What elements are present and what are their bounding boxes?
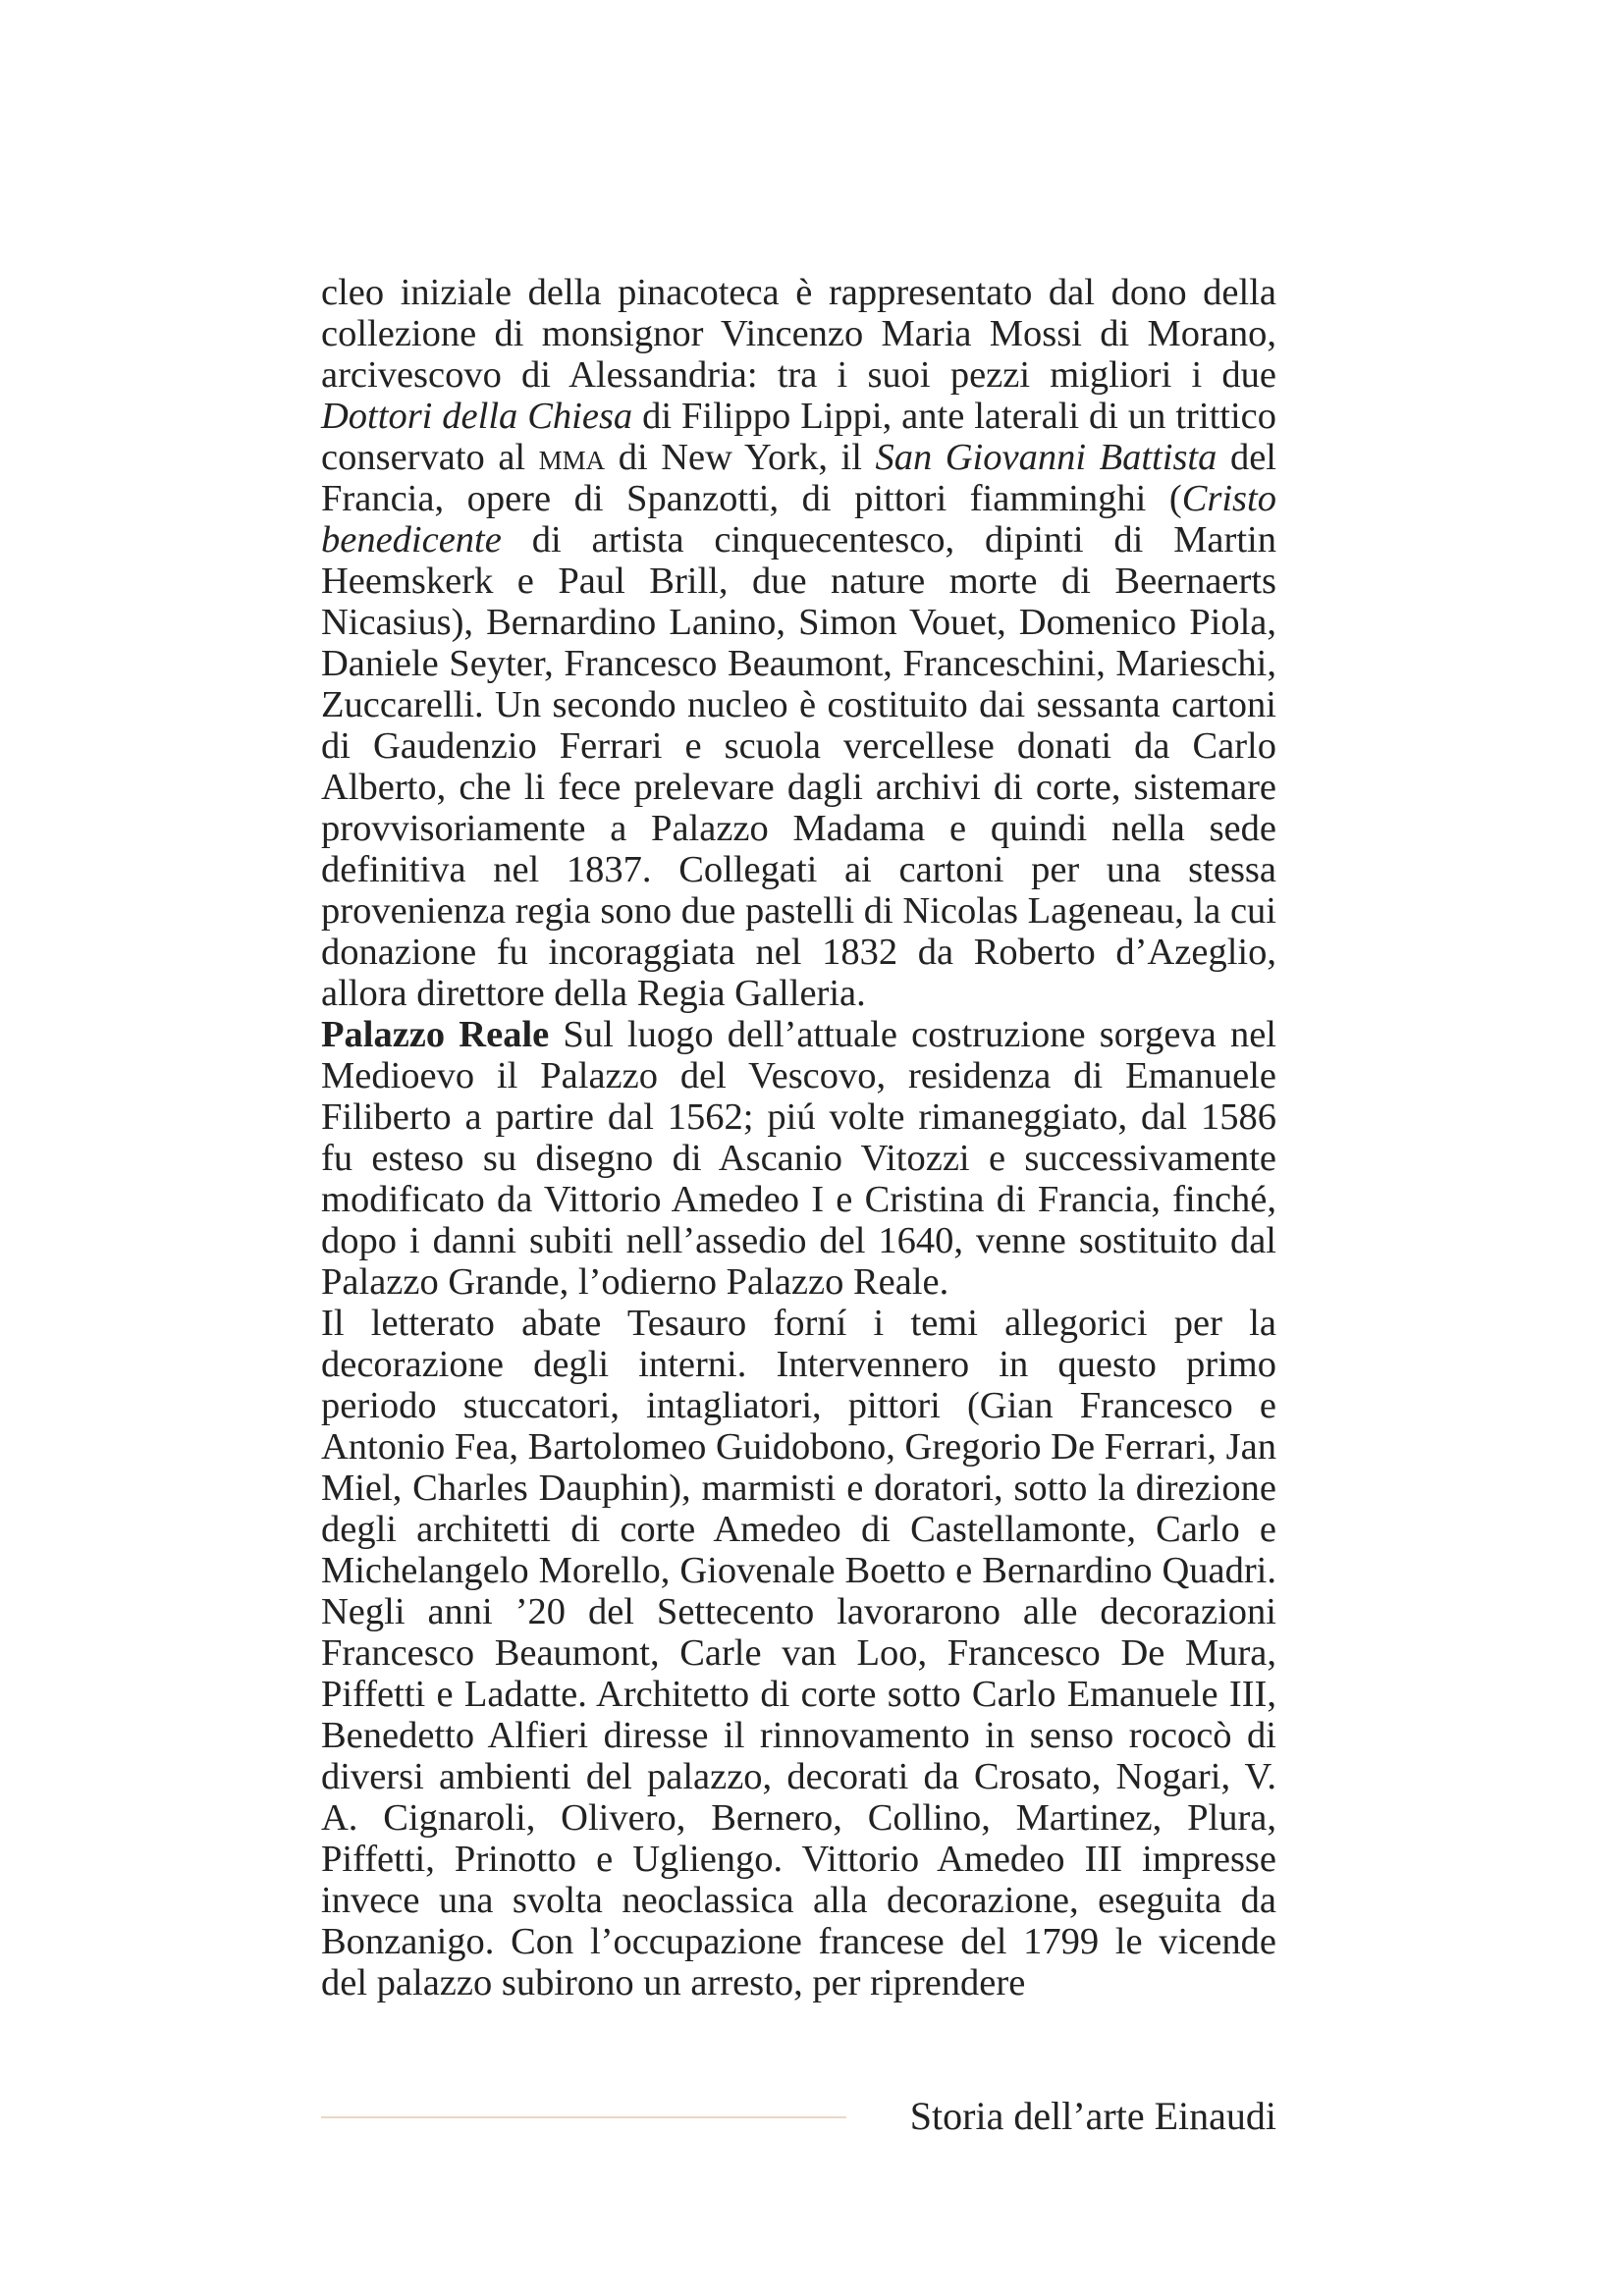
text-run: Il letterato abate Tesauro forní i temi allegorici per la decorazione degli interni. Intervennero in questo primo periodo stuccatori, intagliatori, pittori (Gian Francesco e Antonio Fea, Bartolomeo Guidobono, Gregorio De Ferrari, Jan Miel, Charles Dauphin), marmisti e doratori, sotto la direzione degli architetti di corte Amedeo di Castellamonte, Carlo e Michelangelo Morello, Giovenale Boetto e Bernardino Quadri. Negli anni ’20 del Settecento lavorarono alle decorazioni Francesco Beaumont, Carle van Loo, Francesco De Mura, Piffetti e Ladatte. Architetto di corte sotto Carlo Emanuele III, Benedetto Alfieri diresse il rinnovamento in senso rococò di diversi ambienti del palazzo, decorati da Crosato, Nogari, V. A. Cignaroli, Olivero, Bernero, Collino, Martinez, Plura, Piffetti, Prinotto e Ugliengo. Vittorio Amedeo III impresse invece una svolta neoclassica alla decorazione, eseguita da Bonzanigo. Con l’occupazione francese del 1799 le vicende del palazzo subirono un arresto, per riprendere	[321, 1303, 1276, 2003]
text-run: Sul luogo dell’attuale costruzione sorgeva nel Medioevo il Palazzo del Vescovo, residenza di Emanuele Filiberto a partire dal 1562; piú volte rimaneggiato, dal 1586 fu esteso su disegno di Ascanio Vitozzi e successivamente modificato da Vittorio Amedeo I e Cristina di Francia, finché, dopo i danni subiti nell’assedio del 1640, venne sostituito dal Palazzo Grande, l’odierno Palazzo Reale.	[321, 1014, 1276, 1303]
text-run: di Filippo Lippi, ante laterali di un trittico conservato al	[321, 396, 1276, 478]
text-run: del Francia, opere di Spanzotti, di pittori fiamminghi (	[321, 437, 1276, 519]
footer-title: Storia dell’arte Einaudi	[909, 2094, 1276, 2138]
paragraph-decorations	[321, 1303, 1276, 2003]
section-heading: Palazzo Reale	[321, 1014, 550, 1055]
museum-abbreviation: mma	[538, 437, 606, 478]
page-footer	[321, 2093, 1276, 2140]
footer-divider	[321, 2116, 846, 2118]
paragraph-palazzo-reale	[321, 1014, 1276, 1303]
paragraph-pinacoteca	[321, 272, 1276, 1014]
text-run: di New York, il	[605, 437, 876, 478]
artwork-title: San Giovanni Battista	[875, 437, 1217, 478]
artwork-title: Cristo benedicente	[321, 478, 1276, 561]
body-text	[321, 272, 1276, 2003]
text-run: cleo iniziale della pinacoteca è rappresentato dal dono della collezione di monsignor Vincenzo Maria Mossi di Morano, arcivescovo di Alessandria: tra i suoi pezzi migliori i due	[321, 272, 1276, 396]
text-run: di artista cinquecentesco, dipinti di Martin Heemskerk e Paul Brill, due nature morte di Beernaerts Nicasius), Bernardino Lanino, Simon Vouet, Domenico Piola, Daniele Seyter, Francesco Beaumont, Franceschini, Marieschi, Zuccarelli. Un secondo nucleo è costituito dai sessanta cartoni di Gaudenzio Ferrari e scuola vercellese donati da Carlo Alberto, che li fece prelevare dagli archivi di corte, sistemare provvisoriamente a Palazzo Madama e quindi nella sede definitiva nel 1837. Collegati ai cartoni per una stessa provenienza regia sono due pastelli di Nicolas Lageneau, la cui donazione fu incoraggiata nel 1832 da Roberto d’Azeglio, allora direttore della Regia Galleria.	[321, 519, 1276, 1014]
artwork-title: Dottori della Chiesa	[321, 396, 633, 437]
